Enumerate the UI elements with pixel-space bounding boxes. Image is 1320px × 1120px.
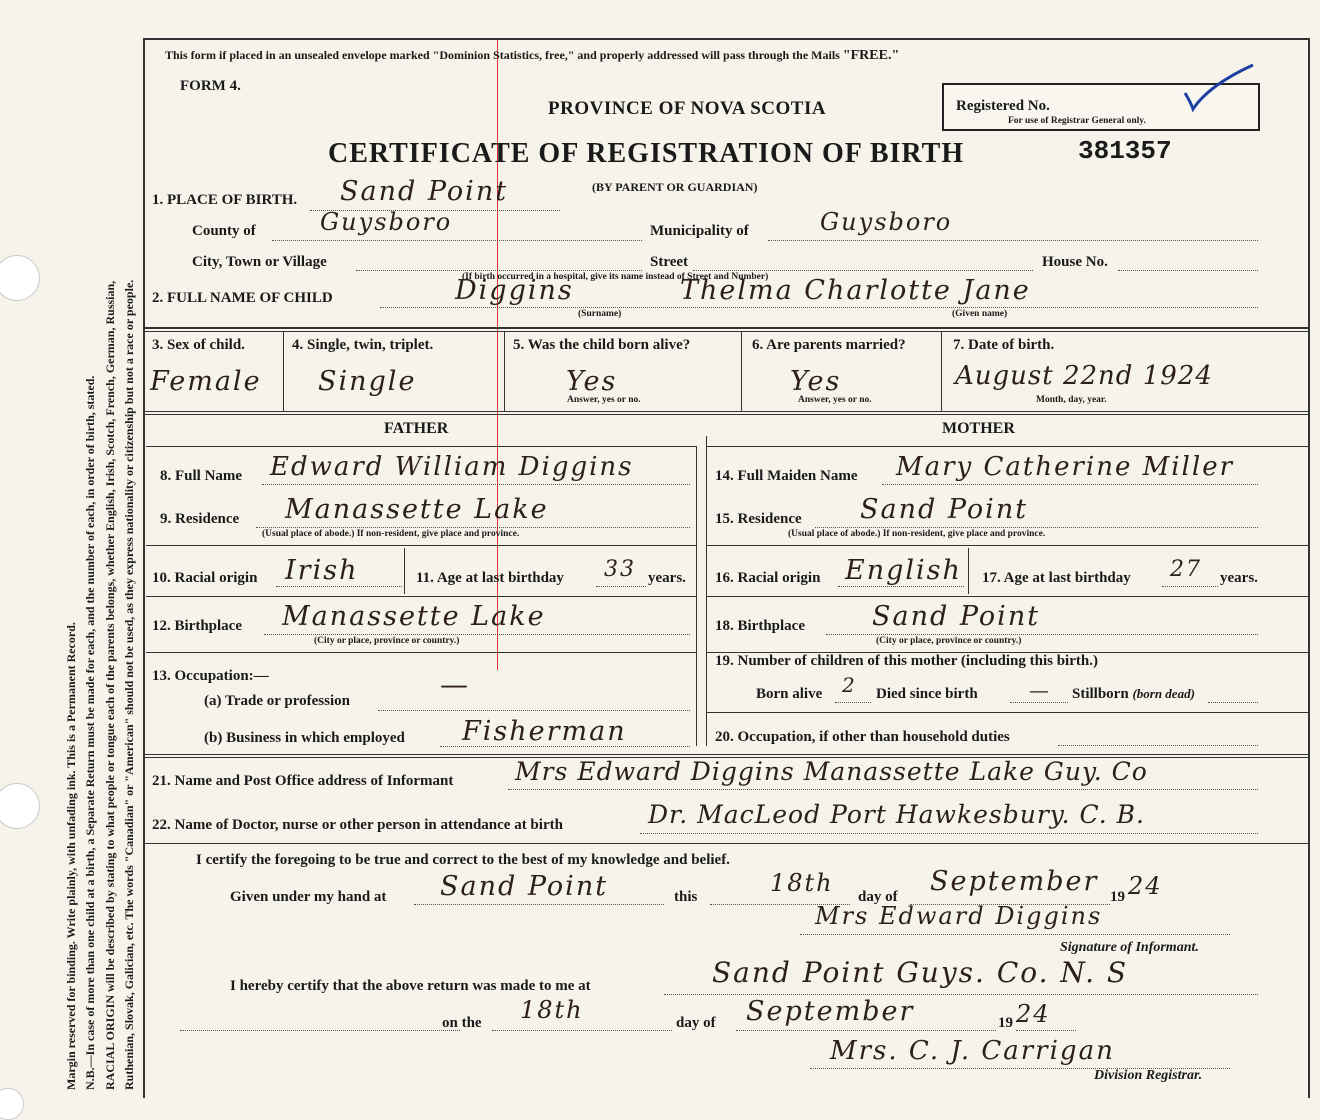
margin-note-racial-origin-cont: Ruthenian, Slovak, Galician, etc. The words "Canadian" or "American" should not be used, as they express nationality or citizenship but not a race or people. [122,279,136,1090]
form-border-left [143,38,145,1098]
father-name-label: 8. Full Name [160,468,243,484]
binding-hole-bottom [0,783,40,829]
born-alive-count-value: 2 [842,673,857,697]
place-of-birth-value: Sand Point [340,176,509,207]
father-residence-caption: (Usual place of abode.) If non-resident, give place and province. [262,529,520,539]
margin-note-multiple-births: N.B.—In case of more than one child at a birth, a Separate Return must be made for each, and the number of each, in order of birth, stated. [83,375,97,1090]
born-alive-label: 5. Was the child born alive? [513,337,691,353]
form-border-right [1308,38,1310,1098]
parents-married-caption: Answer, yes or no. [798,395,872,405]
given-under-hand-label: Given under my hand at [230,889,387,905]
surname-caption: (Surname) [578,309,622,319]
municipality-label: Municipality of [650,223,749,239]
born-alive-count-label: Born alive [756,686,823,702]
given-month-value: September [930,866,1099,897]
mother-birthplace-label: 18. Birthplace [715,618,805,634]
margin-note-racial-origin: RACIAL ORIGIN will be described by stating to what people or tongue each of the parents belongs, whether English, Irish, Scotch, French, German, Russian, [103,280,117,1090]
died-since-birth-label: Died since birth [876,686,978,702]
certificate-subtitle: (BY PARENT OR GUARDIAN) [592,180,758,194]
stillborn-label: Stillborn (born dead) [1072,686,1195,702]
checkmark-icon [1179,63,1259,123]
father-name-value: Edward William Diggins [270,452,634,482]
given-day-value: 18th [770,869,834,897]
registered-no-box [942,83,1260,131]
doctor-label: 22. Name of Doctor, nurse or other person in attendance at birth [152,817,563,833]
registrar-on-the-label: on the [442,1015,482,1031]
date-of-birth-value: August 22nd 1924 [955,361,1213,391]
date-of-birth-caption: Month, day, year. [1036,395,1107,405]
form-border-top [143,38,1310,40]
certification-statement: I certify the foregoing to be true and correct to the best of my knowledge and belief. [196,852,730,868]
father-birthplace-label: 12. Birthplace [152,618,242,634]
binding-hole-corner [0,1088,24,1120]
father-business-value: Fisherman [462,716,627,747]
father-occupation-label: 13. Occupation:— [152,668,269,684]
margin-note-binding: Margin reserved for binding. Write plainly, with unfading ink. This is a Permanent Record. [64,622,78,1090]
informant-signature-caption: Signature of Informant. [1060,940,1199,955]
registered-no-label: Registered No. [956,98,1050,114]
mother-heading: MOTHER [942,420,1015,437]
informant-signature: Mrs Edward Diggins [815,902,1103,930]
father-age-unit: years. [648,570,686,586]
father-age-label: 11. Age at last birthday [416,570,564,586]
given-name-caption: (Given name) [952,309,1008,319]
registrar-place-value: Sand Point Guys. Co. N. S [712,956,1129,989]
registrar-day-value: 18th [520,996,584,1024]
form-number: FORM 4. [180,78,241,94]
father-residence-value: Manassette Lake [285,494,549,525]
mother-name-label: 14. Full Maiden Name [715,468,858,484]
registrar-signature: Mrs. C. J. Carrigan [830,1036,1115,1066]
died-since-birth-value: — [1030,680,1048,700]
registrar-year-value: 24 [1016,1000,1051,1028]
mother-racial-origin-label: 16. Racial origin [715,570,821,586]
sex-label: 3. Sex of child. [152,337,245,353]
child-surname-value: Diggins [455,275,574,306]
father-residence-label: 9. Residence [160,511,240,527]
born-alive-value: Yes [566,366,618,397]
mother-age-unit: years. [1220,570,1258,586]
city-label: City, Town or Village [192,254,327,270]
mother-children-label: 19. Number of children of this mother (including this birth.) [715,653,1098,669]
registrar-signature-caption: Division Registrar. [1094,1068,1203,1083]
date-of-birth-label: 7. Date of birth. [953,337,1055,353]
mother-residence-caption: (Usual place of abode.) If non-resident, give place and province. [788,529,1046,539]
father-business-label: (b) Business in which employed [204,730,405,746]
plurality-value: Single [318,366,417,397]
mother-name-value: Mary Catherine Miller [896,452,1235,482]
father-heading: FATHER [384,420,449,437]
father-age-value: 33 [604,557,636,582]
parents-married-value: Yes [790,366,842,397]
mail-notice: This form if placed in an unsealed envelope marked "Dominion Statistics, free," and properly addressed will pass through the Mails "FREE." [165,48,900,63]
father-birthplace-caption: (City or place, province or country.) [314,636,460,646]
father-racial-origin-label: 10. Racial origin [152,570,258,586]
sex-value: Female [150,366,262,397]
given-place-value: Sand Point [440,871,609,902]
registrar-general-note: For use of Registrar General only. [1008,116,1146,126]
born-alive-caption: Answer, yes or no. [567,395,641,405]
registration-stamp: 381357 [1078,136,1172,166]
mother-residence-value: Sand Point [860,494,1029,525]
mother-birthplace-value: Sand Point [872,601,1041,632]
registrar-day-of-label: day of [676,1015,716,1031]
given-day-of-label: day of [858,889,898,905]
registrar-month-value: September [746,996,915,1027]
child-name-label: 2. FULL NAME OF CHILD [152,290,333,306]
mother-residence-label: 15. Residence [715,511,802,527]
binding-hole-top [0,255,40,301]
certificate-title: CERTIFICATE OF REGISTRATION OF BIRTH [328,138,965,169]
place-of-birth-label: 1. PLACE OF BIRTH. [152,192,298,208]
mother-age-label: 17. Age at last birthday [982,570,1131,586]
father-racial-origin-value: Irish [285,555,359,586]
registrar-statement: I hereby certify that the above return was made to me at [230,978,591,994]
father-trade-label: (a) Trade or profession [204,693,350,709]
county-label: County of [192,223,256,239]
registrar-year-prefix: 19 [998,1015,1013,1031]
informant-value: Mrs Edward Diggins Manassette Lake Guy. Co [515,757,1148,786]
hospital-note: (If birth occurred in a hospital, give its name instead of Street and Number) [462,272,769,282]
father-birthplace-value: Manassette Lake [282,601,546,632]
given-year-prefix: 19 [1110,889,1125,905]
mother-birthplace-caption: (City or place, province or country.) [876,636,1022,646]
mother-age-value: 27 [1170,557,1202,582]
mother-occupation-label: 20. Occupation, if other than household duties [715,729,1010,745]
child-given-name-value: Thelma Charlotte Jane [680,275,1031,306]
given-year-value: 24 [1128,872,1163,900]
street-label: Street [650,254,689,270]
given-this-label: this [674,889,698,905]
municipality-value: Guysboro [820,208,953,236]
section-divider [143,327,1310,329]
county-value: Guysboro [320,208,453,236]
mother-racial-origin-value: English [845,555,962,586]
parents-married-label: 6. Are parents married? [752,337,906,353]
plurality-label: 4. Single, twin, triplet. [292,337,434,353]
father-trade-value: — [440,668,468,701]
doctor-value: Dr. MacLeod Port Hawkesbury. C. B. [648,800,1145,829]
informant-label: 21. Name and Post Office address of Informant [152,773,454,789]
house-number-label: House No. [1042,254,1108,270]
province-heading: PROVINCE OF NOVA SCOTIA [548,98,827,119]
